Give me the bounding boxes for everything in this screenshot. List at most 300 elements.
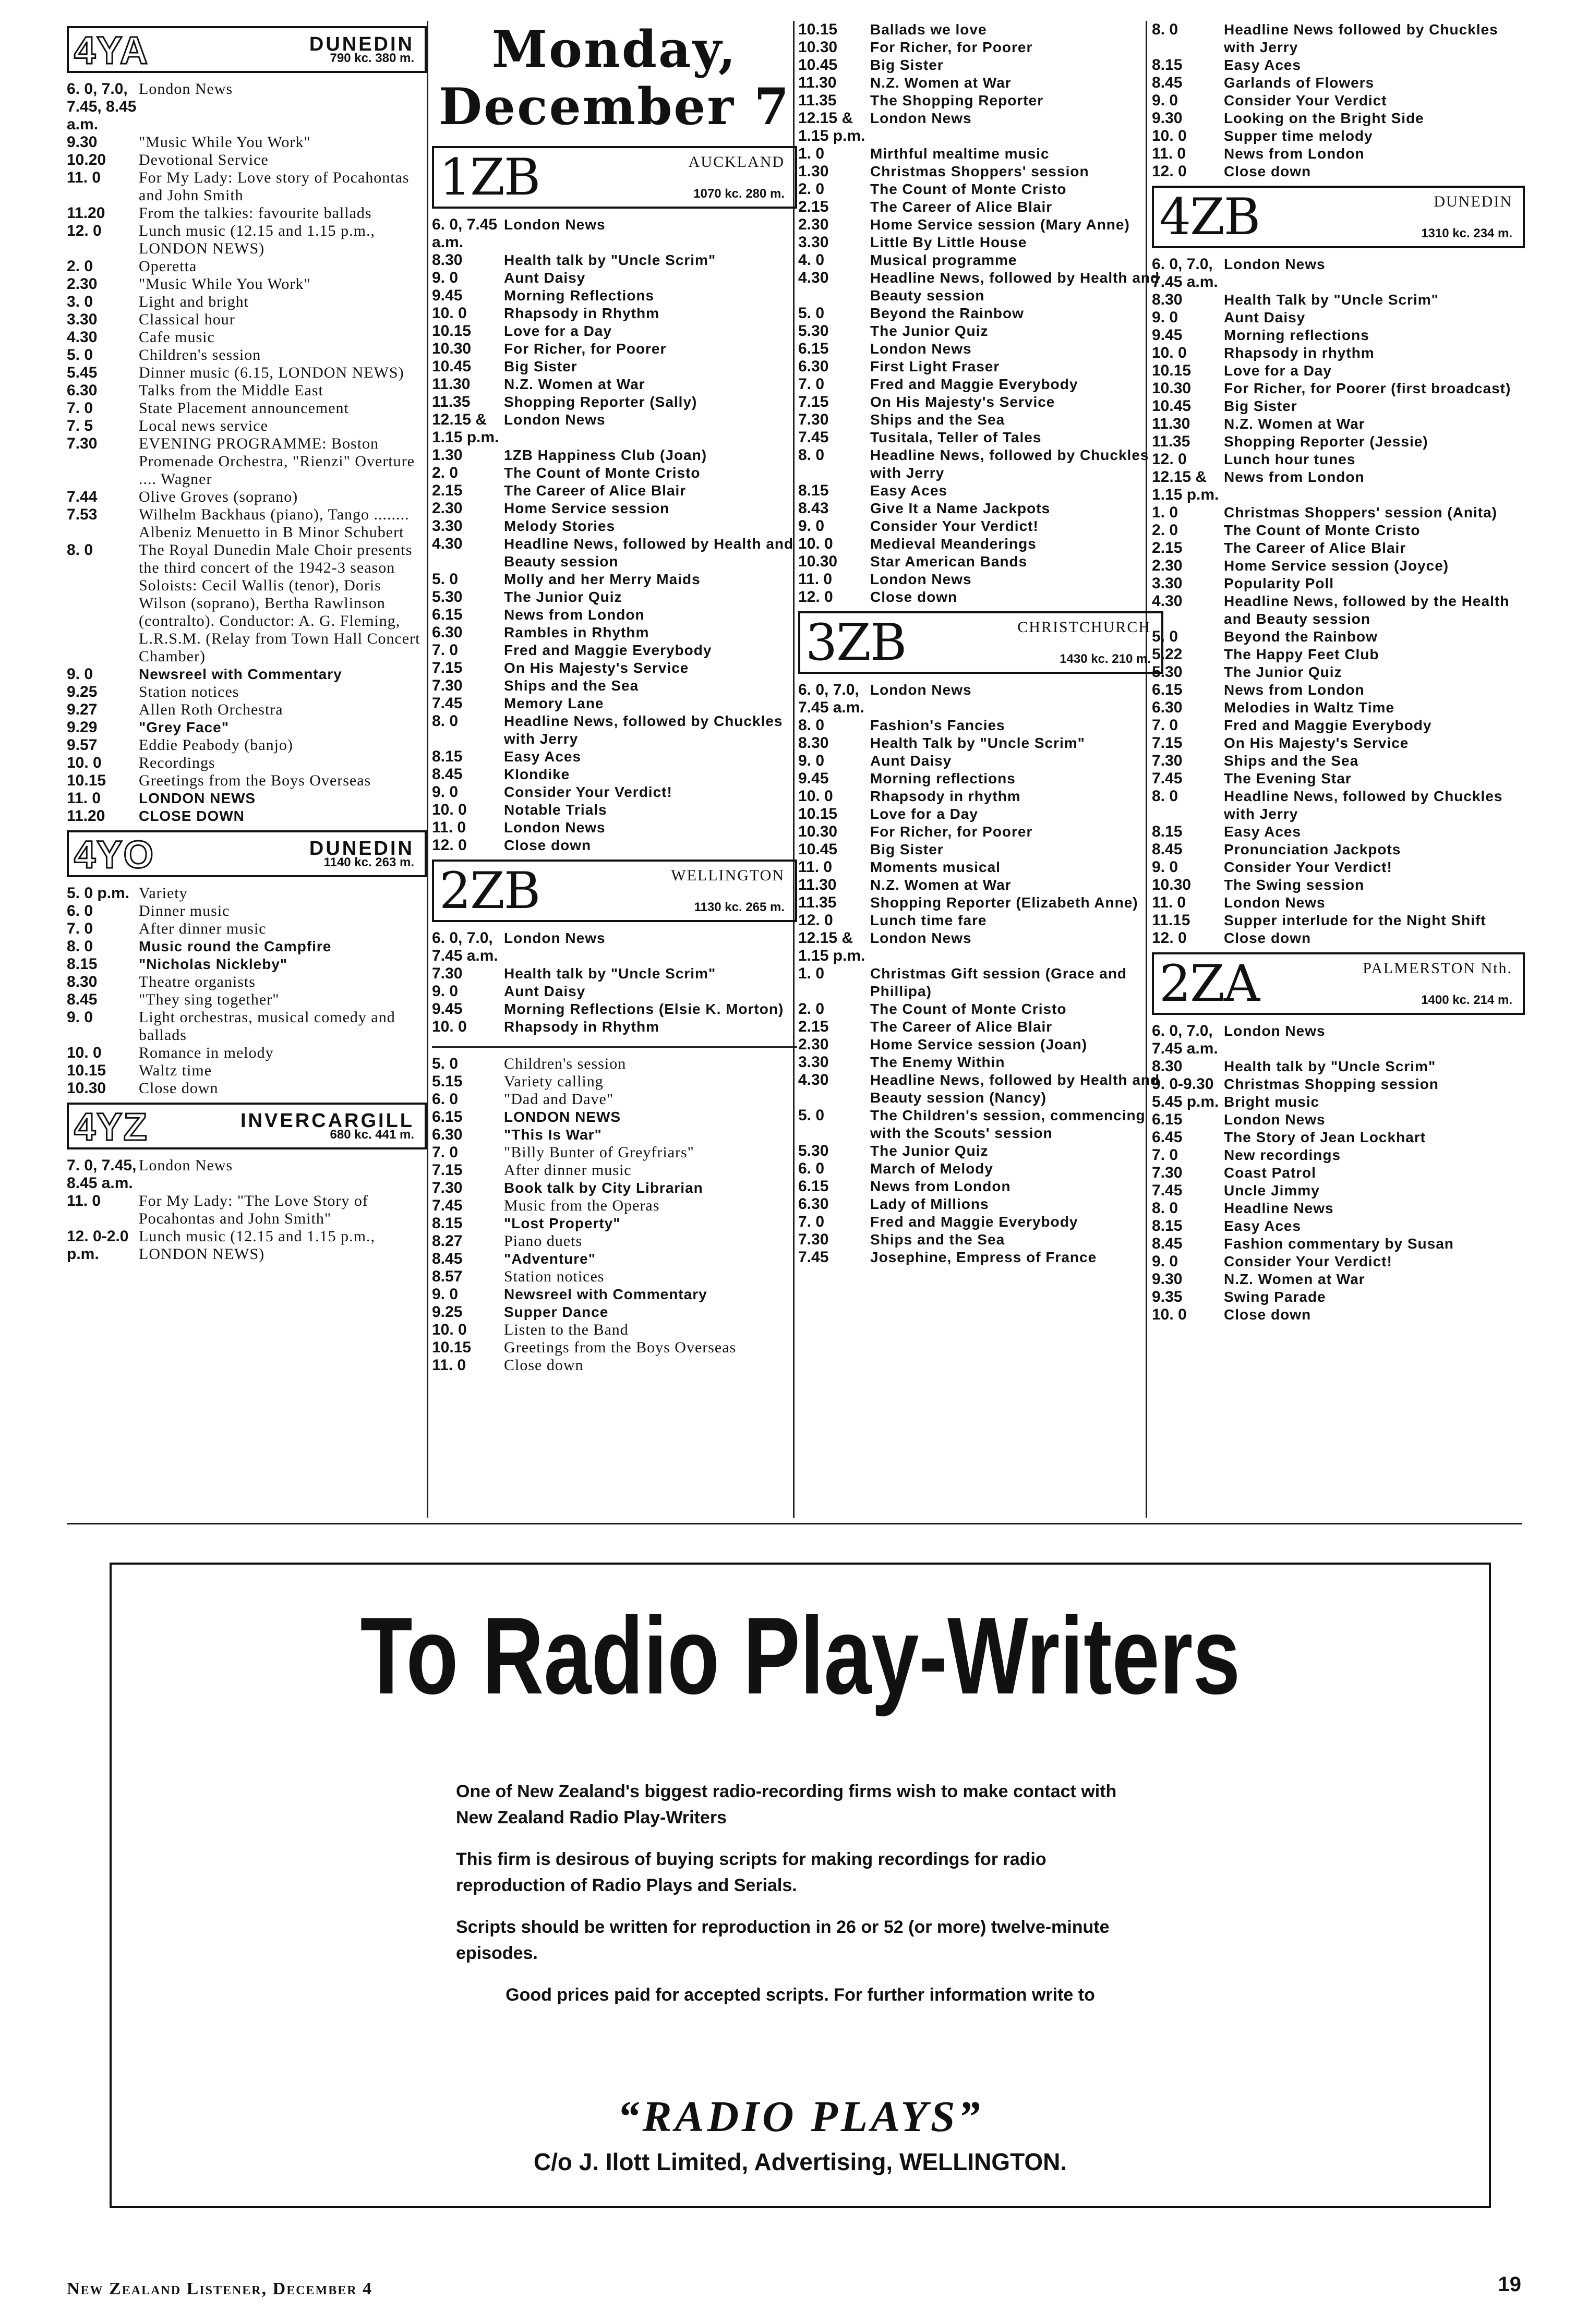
programme-entry <box>1152 752 1525 770</box>
programme-time: 7.45 <box>798 429 829 446</box>
programme-time: 2.30 <box>432 500 463 517</box>
programme-entry <box>1152 876 1525 894</box>
programme-entry <box>1152 92 1525 110</box>
programme-title: Close down <box>870 589 958 605</box>
programme-time: 10.45 <box>432 358 472 375</box>
programme-list-2zb-continued <box>798 21 1163 606</box>
programme-title: Easy Aces <box>504 748 582 765</box>
programme-entry <box>798 376 1163 393</box>
programme-entry <box>1152 1022 1525 1058</box>
programme-title: Recordings <box>139 754 215 771</box>
programme-entry <box>798 269 1163 305</box>
programme-title: 1ZB Happiness Club (Joan) <box>504 447 707 463</box>
programme-title: After dinner music <box>139 920 267 937</box>
programme-title: Shopping Reporter (Elizabeth Anne) <box>870 894 1138 911</box>
programme-entry <box>432 482 797 500</box>
programme-title: Station notices <box>139 683 239 700</box>
programme-time: 6.15 <box>432 606 463 623</box>
programme-title: Newsreel with Commentary <box>139 666 342 682</box>
programme-entry <box>1152 1200 1525 1217</box>
programme-time: 6.30 <box>1152 699 1183 716</box>
programme-entry <box>67 1157 427 1192</box>
programme-title: Rhapsody in rhythm <box>870 788 1021 804</box>
programme-entry <box>432 446 797 464</box>
programme-title: First Light Fraser <box>870 358 1000 374</box>
programme-time: 6. 0, 7.45 a.m. <box>432 216 498 251</box>
programme-title: Headline News, followed by Chuckles with Jerry <box>870 447 1149 481</box>
programme-entry <box>432 1286 797 1303</box>
programme-title: News from London <box>1224 682 1365 698</box>
programme-time: 11. 0 <box>432 1357 466 1374</box>
programme-time: 8.45 <box>1152 1235 1183 1252</box>
programme-time: 6. 0, 7.0, 7.45 a.m. <box>432 929 498 964</box>
column-rule <box>427 21 428 1518</box>
programme-entry <box>432 1339 797 1357</box>
programme-time: 8.45 <box>1152 74 1183 91</box>
programme-entry <box>1152 291 1525 309</box>
programme-time: 10.15 <box>798 21 838 38</box>
programme-title: Big Sister <box>504 358 578 374</box>
programme-entry <box>67 311 427 329</box>
programme-time: 10. 0 <box>798 535 833 552</box>
programme-title: Rhapsody in Rhythm <box>504 305 660 321</box>
programme-time: 9. 0 <box>798 752 825 769</box>
programme-entry <box>1152 21 1525 56</box>
programme-time: 12. 0 <box>67 222 102 239</box>
programme-entry <box>432 965 797 983</box>
programme-list-2zb <box>432 929 797 1036</box>
programme-time: 5.15 <box>432 1073 463 1090</box>
programme-entry <box>67 885 427 902</box>
programme-entry <box>432 783 797 801</box>
programme-time: 7. 0 <box>1152 1146 1178 1164</box>
programme-entry <box>432 606 797 624</box>
programme-time: 7.30 <box>798 1231 829 1248</box>
programme-entry <box>798 358 1163 376</box>
programme-time: 10. 0 <box>67 1044 102 1061</box>
programme-title: Consider Your Verdict! <box>1224 1253 1392 1269</box>
programme-entry <box>1152 575 1525 592</box>
programme-entry <box>1152 1111 1525 1129</box>
programme-title: Garlands of Flowers <box>1224 75 1375 91</box>
column-2 <box>432 21 797 1374</box>
programme-entry <box>798 1000 1163 1018</box>
programme-entry <box>67 346 427 364</box>
programme-title: N.Z. Women at War <box>1224 1271 1365 1287</box>
programme-entry <box>432 1303 797 1321</box>
programme-title: The Count of Monte Cristo <box>870 1001 1067 1017</box>
programme-entry <box>798 1178 1163 1195</box>
programme-time: 10.15 <box>67 1062 106 1079</box>
programme-title: For Richer, for Poorer <box>504 341 667 357</box>
programme-time: 6.15 <box>798 1178 829 1195</box>
programme-time: 7.30 <box>1152 752 1183 769</box>
programme-time: 5.30 <box>1152 663 1183 681</box>
programme-time: 5.30 <box>432 588 463 606</box>
programme-title: LONDON NEWS <box>504 1109 621 1125</box>
programme-entry <box>798 841 1163 858</box>
programme-time: 9.57 <box>67 736 98 754</box>
programme-time: 8.30 <box>798 734 829 752</box>
programme-time: 11. 0 <box>67 1192 101 1209</box>
programme-entry <box>1152 894 1525 912</box>
programme-title: Romance in melody <box>139 1044 274 1061</box>
programme-title: Swing Parade <box>1224 1289 1326 1305</box>
programme-time: 5.45 <box>67 364 98 381</box>
programme-time: 11. 0 <box>798 571 833 588</box>
programme-entry <box>1152 309 1525 326</box>
programme-entry <box>798 322 1163 340</box>
programme-title: Memory Lane <box>504 695 604 711</box>
programme-title: Wilhelm Backhaus (piano), Tango ........ Albeniz Menuetto in B Minor Schubert <box>139 506 410 541</box>
programme-title: Headline News <box>1224 1200 1334 1216</box>
programme-entry <box>798 965 1163 1000</box>
programme-time: 6. 0 <box>798 1160 825 1177</box>
programme-entry <box>1152 734 1525 752</box>
programme-time: 11. 0 <box>1152 894 1186 911</box>
day-heading: Monday, December 7 <box>438 20 791 136</box>
programme-time: 9.30 <box>1152 1270 1183 1288</box>
programme-time: 11.35 <box>1152 433 1190 450</box>
programme-entry <box>67 807 427 825</box>
programme-title: Ballads we love <box>870 21 987 38</box>
programme-time: 9.25 <box>67 683 98 700</box>
station-header-3zb <box>798 611 1163 674</box>
programme-time: 10. 0 <box>1152 344 1187 361</box>
programme-entry <box>67 938 427 955</box>
programme-time: 7. 0 <box>67 920 93 937</box>
programme-entry <box>798 876 1163 894</box>
programme-entry <box>798 1054 1163 1071</box>
station-logo: 2ZA <box>1159 954 1259 1013</box>
programme-title: After dinner music <box>504 1161 632 1179</box>
programme-title: Consider Your Verdict! <box>504 784 672 800</box>
programme-title: Rhapsody in Rhythm <box>504 1019 660 1035</box>
ad-paragraph: One of New Zealand's biggest radio-recording firms wish to make contact with New Zealand Radio Play-Writers <box>456 1782 1117 1827</box>
station-logo: 4YO <box>74 833 155 876</box>
programme-entry <box>798 1018 1163 1036</box>
programme-title: The Count of Monte Cristo <box>870 181 1067 197</box>
programme-entry <box>67 736 427 754</box>
programme-title: Health talk by "Uncle Scrim" <box>504 965 716 982</box>
programme-entry <box>432 1250 797 1268</box>
programme-title: Devotional Service <box>139 151 269 168</box>
programme-time: 10.20 <box>67 151 106 168</box>
programme-time: 5. 0 <box>798 1107 825 1124</box>
station-frequency: 1310 kc. 234 m. <box>1421 226 1512 240</box>
programme-title: Rambles in Rhythm <box>504 624 649 640</box>
programme-entry <box>67 701 427 719</box>
programme-title: Josephine, Empress of France <box>870 1249 1097 1265</box>
programme-entry <box>432 712 797 748</box>
programme-entry <box>432 376 797 393</box>
programme-time: 6.15 <box>432 1108 463 1125</box>
programme-title: Listen to the Band <box>504 1321 629 1338</box>
programme-time: 1. 0 <box>798 145 825 162</box>
programme-title: Christmas Shoppers' session <box>870 163 1089 179</box>
station-name: WELLINGTON <box>671 867 785 884</box>
programme-entry <box>798 74 1163 92</box>
programme-time: 7.45 <box>432 695 463 712</box>
programme-time: 9.35 <box>1152 1288 1183 1305</box>
programme-time: 11.35 <box>432 393 471 410</box>
programme-time: 6. 0 <box>432 1091 459 1108</box>
programme-time: 8.30 <box>432 251 463 269</box>
programme-title: Health Talk by "Uncle Scrim" <box>870 735 1085 751</box>
programme-title: March of Melody <box>870 1160 993 1177</box>
programme-entry <box>798 1249 1163 1266</box>
programme-entry <box>798 198 1163 216</box>
programme-time: 11. 0 <box>67 169 101 186</box>
programme-title: Close down <box>139 1080 219 1097</box>
programme-title: London News <box>870 571 972 587</box>
station-frequency: 1130 kc. 265 m. <box>694 900 785 914</box>
programme-time: 3.30 <box>798 1054 829 1071</box>
programme-time: 7.30 <box>798 411 829 428</box>
programme-time: 5. 0 <box>432 1055 459 1072</box>
programme-entry <box>798 734 1163 752</box>
programme-time: 7. 0 <box>798 376 825 393</box>
station-header-4yo <box>67 830 427 877</box>
programme-title: Music from the Operas <box>504 1197 660 1214</box>
programme-time: 4.30 <box>432 535 463 552</box>
programme-title: "This Is War" <box>504 1127 602 1143</box>
programme-entry <box>1152 1129 1525 1146</box>
programme-time: 2. 0 <box>432 464 459 481</box>
programme-title: Theatre organists <box>139 973 256 990</box>
programme-title: Piano duets <box>504 1232 583 1250</box>
programme-time: 8.57 <box>432 1268 463 1285</box>
programme-title: Home Service session (Joyce) <box>1224 558 1449 574</box>
programme-entry <box>798 1142 1163 1160</box>
station-frequency: 1430 kc. 210 m. <box>1060 652 1151 666</box>
programme-time: 10.30 <box>432 340 472 357</box>
programme-entry <box>67 902 427 920</box>
programme-title: The Royal Dunedin Male Choir presents the third concert of the 1942-3 season Soloists: Cecil Wallis (tenor), Doris Wilson (soprano), Bertha Rawlinson (contralto). Conductor: A. G. Fleming, L.R.S.M. (Relay from Town Hall Concert Chamber) <box>139 541 420 665</box>
programme-title: The Career of Alice Blair <box>1224 540 1406 556</box>
programme-entry <box>432 588 797 606</box>
station-frequency: 1400 kc. 214 m. <box>1421 993 1512 1007</box>
programme-title: "Music While You Work" <box>139 275 311 293</box>
programme-entry <box>67 329 427 346</box>
programme-entry <box>1152 1253 1525 1270</box>
programme-time: 1. 0 <box>1152 504 1178 521</box>
programme-title: Aunt Daisy <box>1224 309 1306 325</box>
programme-title: Close down <box>504 1357 584 1374</box>
ad-company-name: “RADIO PLAYS” <box>617 2092 983 2141</box>
programme-time: 5. 0 <box>67 346 93 364</box>
programme-time: 2.30 <box>798 216 829 233</box>
programme-time: 10.45 <box>1152 397 1192 415</box>
programme-time: 3.30 <box>432 517 463 535</box>
programme-entry <box>67 1228 427 1263</box>
programme-title: Close down <box>1224 1306 1312 1323</box>
programme-entry <box>1152 1270 1525 1288</box>
programme-title: The Count of Monte Cristo <box>1224 522 1421 538</box>
programme-title: Big Sister <box>1224 398 1297 414</box>
programme-title: News from London <box>504 607 645 623</box>
programme-entry <box>1152 1306 1525 1324</box>
programme-time: 6.30 <box>798 358 829 375</box>
programme-title: London News <box>870 341 972 357</box>
programme-time: 10.30 <box>798 823 838 840</box>
programme-title: Little By Little House <box>870 234 1027 250</box>
programme-title: Pronunciation Jackpots <box>1224 841 1401 857</box>
programme-entry <box>67 222 427 258</box>
programme-title: London News <box>1224 1111 1326 1128</box>
programme-entry <box>798 446 1163 482</box>
programme-entry <box>1152 1058 1525 1075</box>
programme-entry <box>798 1213 1163 1231</box>
programme-entry <box>1152 433 1525 451</box>
programme-entry <box>798 717 1163 734</box>
programme-time: 12.15 & 1.15 p.m. <box>798 929 865 964</box>
programme-time: 12. 0 <box>432 837 467 854</box>
programme-title: Light orchestras, musical comedy and ballads <box>139 1009 395 1044</box>
programme-title: Ships and the Sea <box>870 411 1005 428</box>
programme-time: 4.30 <box>798 269 829 286</box>
programme-time: 8.45 <box>432 766 463 783</box>
programme-time: 11.20 <box>67 204 105 222</box>
programme-entry <box>432 748 797 766</box>
programme-time: 10.15 <box>432 1339 472 1356</box>
programme-title: News from London <box>1224 469 1365 485</box>
programme-entry <box>798 1195 1163 1213</box>
programme-time: 12.15 & 1.15 p.m. <box>1152 468 1219 503</box>
programme-entry <box>1152 1093 1525 1111</box>
programme-entry <box>67 400 427 417</box>
programme-title: Love for a Day <box>1224 362 1332 379</box>
programme-time: 7.45 <box>432 1197 463 1214</box>
programme-time: 11. 0 <box>432 819 466 836</box>
programme-title: Christmas Shoppers' session (Anita) <box>1224 504 1497 521</box>
programme-time: 10.30 <box>798 39 838 56</box>
station-frequency: 1140 kc. 263 m. <box>323 855 414 869</box>
programme-time: 7.45 <box>798 1249 829 1266</box>
programme-entry <box>1152 110 1525 127</box>
programme-time: 9. 0 <box>1152 309 1178 326</box>
programme-title: Popularity Poll <box>1224 575 1334 591</box>
programme-time: 9.30 <box>67 134 98 151</box>
programme-title: News from London <box>1224 146 1365 162</box>
ad-paragraph: This firm is desirous of buying scripts for making recordings for radio reproduction of Radio Plays and Serials. <box>456 1849 1046 1895</box>
programme-time: 7. 0 <box>432 641 459 659</box>
programme-title: N.Z. Women at War <box>870 877 1012 893</box>
programme-time: 8. 0 <box>432 712 459 730</box>
programme-title: The Enemy Within <box>870 1054 1005 1070</box>
programme-title: For Richer, for Poorer (first broadcast) <box>1224 380 1511 396</box>
programme-title: London News <box>870 682 972 698</box>
programme-title: Cafe music <box>139 329 215 346</box>
programme-title: Health Talk by "Uncle Scrim" <box>1224 292 1439 308</box>
programme-time: 11.20 <box>67 807 105 825</box>
programme-entry <box>67 1062 427 1080</box>
programme-title: Shopping Reporter (Jessie) <box>1224 433 1428 450</box>
programme-title: London News <box>504 930 606 946</box>
section-rule <box>67 1523 1522 1524</box>
programme-entry <box>1152 699 1525 717</box>
programme-time: 3.30 <box>798 234 829 251</box>
programme-time: 8. 0 <box>67 938 93 955</box>
programme-time: 8.15 <box>1152 1217 1183 1234</box>
programme-list-3zb-continued <box>1152 21 1525 180</box>
programme-title: Love for a Day <box>870 806 978 822</box>
programme-title: Aunt Daisy <box>504 270 586 286</box>
programme-entry <box>798 681 1163 717</box>
programme-title: "Nicholas Nickleby" <box>139 956 288 972</box>
programme-title: Big Sister <box>870 57 944 73</box>
programme-list-2za <box>1152 1022 1525 1324</box>
programme-title: Supper Dance <box>504 1304 609 1320</box>
programme-entry <box>798 411 1163 429</box>
programme-time: 6. 0, 7.0, 7.45, 8.45 a.m. <box>67 80 137 133</box>
programme-time: 10. 0 <box>1152 127 1187 144</box>
programme-entry <box>67 1192 427 1228</box>
programme-entry <box>432 1144 797 1161</box>
programme-title: On His Majesty's Service <box>870 394 1055 410</box>
programme-entry <box>798 39 1163 56</box>
programme-title: N.Z. Women at War <box>504 376 645 392</box>
programme-entry <box>798 21 1163 39</box>
programme-title: Consider Your Verdict <box>1224 92 1387 108</box>
programme-title: "Lost Property" <box>504 1215 621 1231</box>
programme-title: Easy Aces <box>870 482 948 499</box>
programme-title: Mirthful mealtime music <box>870 146 1050 162</box>
programme-entry <box>798 912 1163 929</box>
programme-time: 8.30 <box>67 973 98 990</box>
column-3 <box>798 21 1163 1266</box>
programme-entry <box>432 1018 797 1036</box>
programme-entry <box>798 752 1163 770</box>
programme-entry <box>1152 451 1525 468</box>
programme-title: Station notices <box>504 1268 605 1285</box>
programme-entry <box>1152 468 1525 504</box>
station-name: PALMERSTON Nth. <box>1363 960 1512 977</box>
programme-title: London News <box>1224 1023 1326 1039</box>
programme-time: 9.25 <box>432 1303 463 1321</box>
programme-list-4yz <box>67 1157 427 1263</box>
programme-entry <box>432 659 797 677</box>
programme-entry <box>1152 1217 1525 1235</box>
programme-entry <box>432 1357 797 1374</box>
programme-list-4yo <box>67 885 427 1097</box>
programme-time: 2. 0 <box>798 1000 825 1018</box>
programme-entry <box>798 553 1163 571</box>
programme-time: 6. 0, 7.0, 7.45 a.m. <box>1152 1022 1218 1057</box>
programme-title: Bright music <box>1224 1094 1320 1110</box>
programme-title: For My Lady: Love story of Pocahontas and John Smith <box>139 169 410 204</box>
programme-entry <box>67 258 427 275</box>
programme-entry <box>67 719 427 736</box>
programme-entry <box>67 275 427 293</box>
programme-time: 7. 0, 7.45, 8.45 a.m. <box>67 1157 137 1192</box>
programme-time: 4.30 <box>798 1071 829 1088</box>
programme-entry <box>798 1036 1163 1054</box>
programme-entry <box>432 1232 797 1250</box>
column-1 <box>67 21 427 1263</box>
programme-entry <box>1152 163 1525 180</box>
programme-entry <box>67 1009 427 1044</box>
programme-title: Easy Aces <box>1224 1218 1302 1234</box>
programme-list-4yz-continued <box>432 1055 797 1374</box>
programme-time: 2.30 <box>1152 557 1183 574</box>
programme-title: Beyond the Rainbow <box>1224 628 1378 645</box>
programme-title: "Music While You Work" <box>139 134 311 151</box>
programme-title: Coast Patrol <box>1224 1165 1316 1181</box>
programme-time: 12.15 & 1.15 p.m. <box>432 411 499 446</box>
programme-time: 3. 0 <box>67 293 93 310</box>
programme-entry <box>1152 823 1525 841</box>
